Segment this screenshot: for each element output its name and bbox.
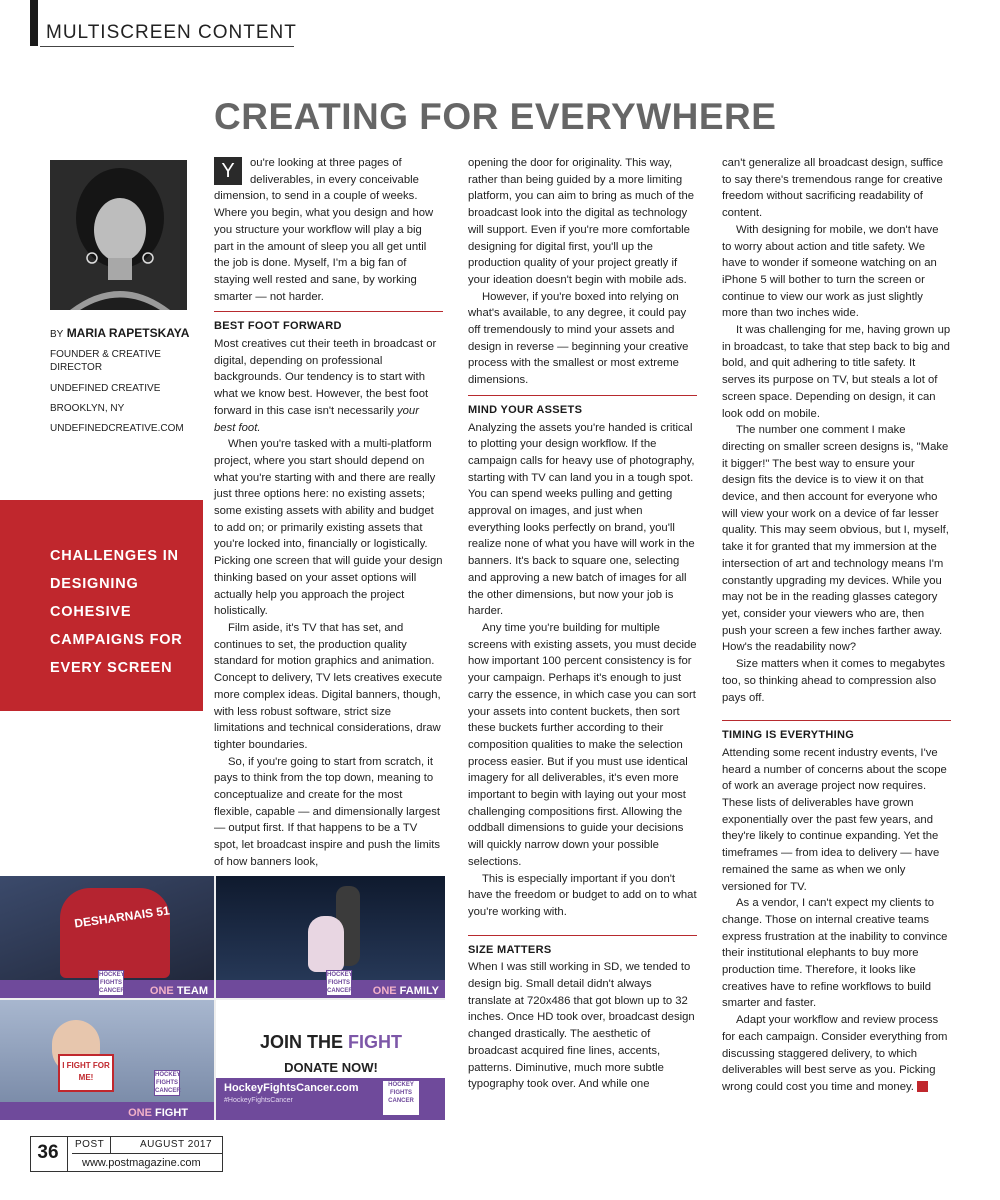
author-photo (50, 160, 187, 310)
article-column-2 (468, 155, 697, 1093)
author-title: FOUNDER & CREATIVE DIRECTOR (50, 349, 161, 373)
hfc-logo: HOCKEY FIGHTS CANCER (327, 972, 353, 994)
ad-donate-panel (216, 1000, 445, 1120)
author-name: MARIA RAPETSKAYA (66, 326, 190, 340)
paragraph: It was challenging for me, having grown up in broadcast, to take that step back to big and bold, and quit adhering to title safety. It serves its purpose on TV, but steals a lot of screen space. Depending on design, it can look odd on mobile. (722, 324, 951, 420)
author-website: UNDEFINEDCREATIVE.COM (50, 423, 184, 434)
caption-word: FAMILY (399, 985, 439, 997)
ad-photo-family (216, 876, 445, 998)
caption-one: ONE (149, 985, 174, 997)
ad-photo-team (0, 876, 214, 998)
ad-caption-bar (0, 1102, 214, 1120)
paragraph: can't generalize all broadcast design, suffice to say there's tremendous range for creative freedom without sacrificing readability of content. (722, 157, 944, 220)
paragraph: So, if you're going to start from scratch, it pays to think from the top down, meaning to conceptualize and create for the most flexible, capable — and dimensionally largest — output first. If that happens to be a TV spot, let broadcast inspire and push the limits of how banners look, (214, 755, 441, 868)
issue-date: AUGUST 2017 (140, 1139, 213, 1150)
subhead-best-foot-forward: BEST FOOT FORWARD (214, 311, 443, 335)
section-rule (40, 46, 294, 47)
paragraph: Size matters when it comes to megabytes too, so thinking ahead to compression also pays off. (722, 658, 946, 704)
paragraph: Any time you're building for multiple screens with existing assets, you must decide how important 100 percent consistency is for your campaign. Perhaps it's enough to just carry the essence, in which case you can sort your assets into content buckets, then sort these buckets further according to their composition qualities to make the selection process easier. But if you must use identical imagery for all deliverables, it's even more important to begin with laying out your most challenging compositions first. Allowing the oddball dimensions to guide your decisions will quickly narrow down your possible selections. (468, 621, 697, 868)
author-company: UNDEFINED CREATIVE (50, 383, 161, 394)
paragraph: However, if you're boxed into relying on what's available, to any degree, it could pay off tremendously to mind your assets and design in reverse — beginning your creative process with the smallest or most extreme dimensions. (468, 290, 689, 387)
caption-one: ONE (128, 1107, 152, 1119)
pull-callout-text: CHALLENGES IN DESIGNING COHESIVE CAMPAIGNS FOR EVERY SCREEN (50, 548, 183, 676)
section-label: MULTISCREEN CONTENT (46, 22, 297, 43)
paragraph (722, 1012, 951, 1096)
jersey-text: DESHARNAIS 51 (73, 903, 171, 931)
paragraph: Film aside, it's TV that has set, and continues to set, the production quality standard for motion graphics and animation. Concept to delivery, TV lets creatives execute more complex ideas. Digital banners, though, with less robust software, strict size limitations and technical considerations, draw tighter boundaries. (214, 621, 443, 751)
ad-url-bar (216, 1078, 445, 1120)
byline (50, 326, 189, 340)
magazine-name: POST (75, 1139, 105, 1150)
footer-vertical-divider (110, 1136, 111, 1153)
fight-sign: I FIGHT FOR ME! (58, 1054, 114, 1092)
paragraph-text: Most creatives cut their teeth in broadcast or digital, depending on professional backgrounds. Our tendency is to start with what we know best. However, the best foot forward in this case isn't necessarily (214, 338, 437, 417)
article-column-3 (722, 155, 951, 1096)
subhead-size-matters: SIZE MATTERS (468, 935, 697, 959)
caption-one-fight (128, 1107, 188, 1119)
fight-text: FIGHT (348, 1032, 403, 1052)
caption-word: FIGHT (155, 1107, 188, 1119)
article-headline: CREATING FOR EVERYWHERE (214, 96, 777, 137)
caption-one-family (373, 985, 439, 997)
paragraph: This is especially important if you don't have the freedom or budget to add on to what you're working with. (468, 872, 697, 918)
subhead-timing-is-everything: TIMING IS EVERYTHING (722, 720, 951, 744)
join-text: JOIN THE (259, 1032, 343, 1052)
paragraph (214, 336, 443, 436)
paragraph-text: Adapt your workflow and review process for each campaign. Consider everything from discussing staggered delivery, to which deliverables will best serve as you. Picking wrong could cost you time and money. (722, 1014, 948, 1093)
hockey-fights-cancer-ad (0, 876, 445, 1120)
end-mark-icon: P (917, 1081, 928, 1092)
ad-photo-fight (0, 1000, 214, 1120)
child-shape (308, 916, 344, 972)
paragraph: When I was still working in SD, we tended to design big. Small detail didn't always translate at 720x486 that got blown up to 32 inches. Once HD took over, broadcast design changed drastically. The aesthetic of broadcast acquired fine lines, accents, patterns. Diminutive, much more subtle typography took over. And while one (468, 961, 695, 1091)
paragraph: The number one comment I make directing on smaller screen designs is, "Make it bigger!" The best way to ensure your design fits the device is to view it on that device, and then account for everyone who will view your work on a device of far lesser quality. This may seem obvious, but I, myself, take it for granted that my immersion at the intersection of art and technology means I'm constantly upgrading my devices. While you may not be in the reading glasses category yet, consider your viewers who are, then push your screen a few inches farther away. How's the readability now? (722, 424, 949, 654)
hfc-logo: HOCKEY FIGHTS CANCER (99, 972, 125, 994)
caption-one: ONE (372, 985, 397, 997)
author-location: BROOKLYN, NY (50, 403, 125, 414)
intro-paragraph: ou're looking at three pages of deliverables, in every conceivable dimension, to send in a couple of weeks. Where you begin, what you design and how you structure your workflow will play a big part in the amount of sleep you all get until the job is done. Myself, I'm a big fan of staying well rested and sane, by working smarter — not harder. (214, 157, 434, 303)
paragraph: As a vendor, I can't expect my clients to change. Those on internal creative teams express frustration at the inability to convince their institutional elephants to buy more production time. Therefore, it looks like creatives have to refine workflows to build smarter and faster. (722, 897, 948, 1010)
italic-phrase: your best foot. (214, 404, 419, 434)
section-marker (30, 0, 38, 46)
paragraph: Attending some recent industry events, I've heard a number of concerns about the scope of work an average project now requires. These lists of deliverables have grown exponentially over the past few years, and they're likely to continue expanding. Yet the timeframes — from idea to delivery — have remained the same as when we only versioned for TV. (722, 746, 947, 893)
donate-now-text: DONATE NOW! (284, 1060, 378, 1075)
join-the-fight (216, 1032, 445, 1053)
magazine-url[interactable]: www.postmagazine.com (82, 1157, 201, 1169)
caption-one-team (150, 985, 208, 997)
jersey-shape (60, 888, 170, 978)
paragraph: opening the door for originality. This way, rather than being guided by a more limiting platform, you can aim to bring as much of the broadcast look into the digital as technology will support. Even if you're more comfortable designing for digital first, you'll up the production quality of your project greatly if your ideation doesn't begin with mobile ads. (468, 157, 695, 286)
byline-prefix: BY (50, 329, 64, 340)
ad-hashtag: #HockeyFightsCancer (224, 1097, 293, 1104)
drop-cap: Y (214, 157, 242, 185)
caption-word: TEAM (176, 985, 208, 997)
hfc-logo: HOCKEY FIGHTS CANCER (155, 1072, 181, 1094)
portrait-illustration (50, 160, 187, 310)
subhead-mind-your-assets: MIND YOUR ASSETS (468, 395, 697, 419)
paragraph: With designing for mobile, we don't have to worry about action and title safety. We have to wonder if someone watching on an iPhone 5 will bother to turn the screen or continue to view our work as just slightly more than two inches wide. (722, 223, 939, 320)
ad-url[interactable]: HockeyFightsCancer.com (224, 1082, 359, 1094)
article-column-1 (214, 155, 443, 871)
paragraph: When you're tasked with a multi-platform project, where you start should depend on what you're starting with and there are really just three options here: no existing assets; some existing assets with ability and budget to add on; or primarily existing assets that you're locked into, financially or logistically. Picking one screen that will guide your design thinking based on your asset options will actually help you approach the project holistically. (214, 438, 443, 618)
footer-divider (72, 1153, 222, 1154)
paragraph: Analyzing the assets you're handed is critical to plotting your design workflow. If the campaign calls for heavy use of photography, starting with TV can land you in a tough spot. You can spend weeks pulling and getting approval on images, and just when everything looks perfectly on brand, you'll realize none of what you have will work in the banners. It's back to square one, selecting and approving a new batch of images for all the other dimensions, but now your job is harder. (468, 421, 695, 618)
hfc-logo: HOCKEY FIGHTS CANCER (382, 1080, 420, 1116)
page-number: 36 (37, 1142, 59, 1163)
